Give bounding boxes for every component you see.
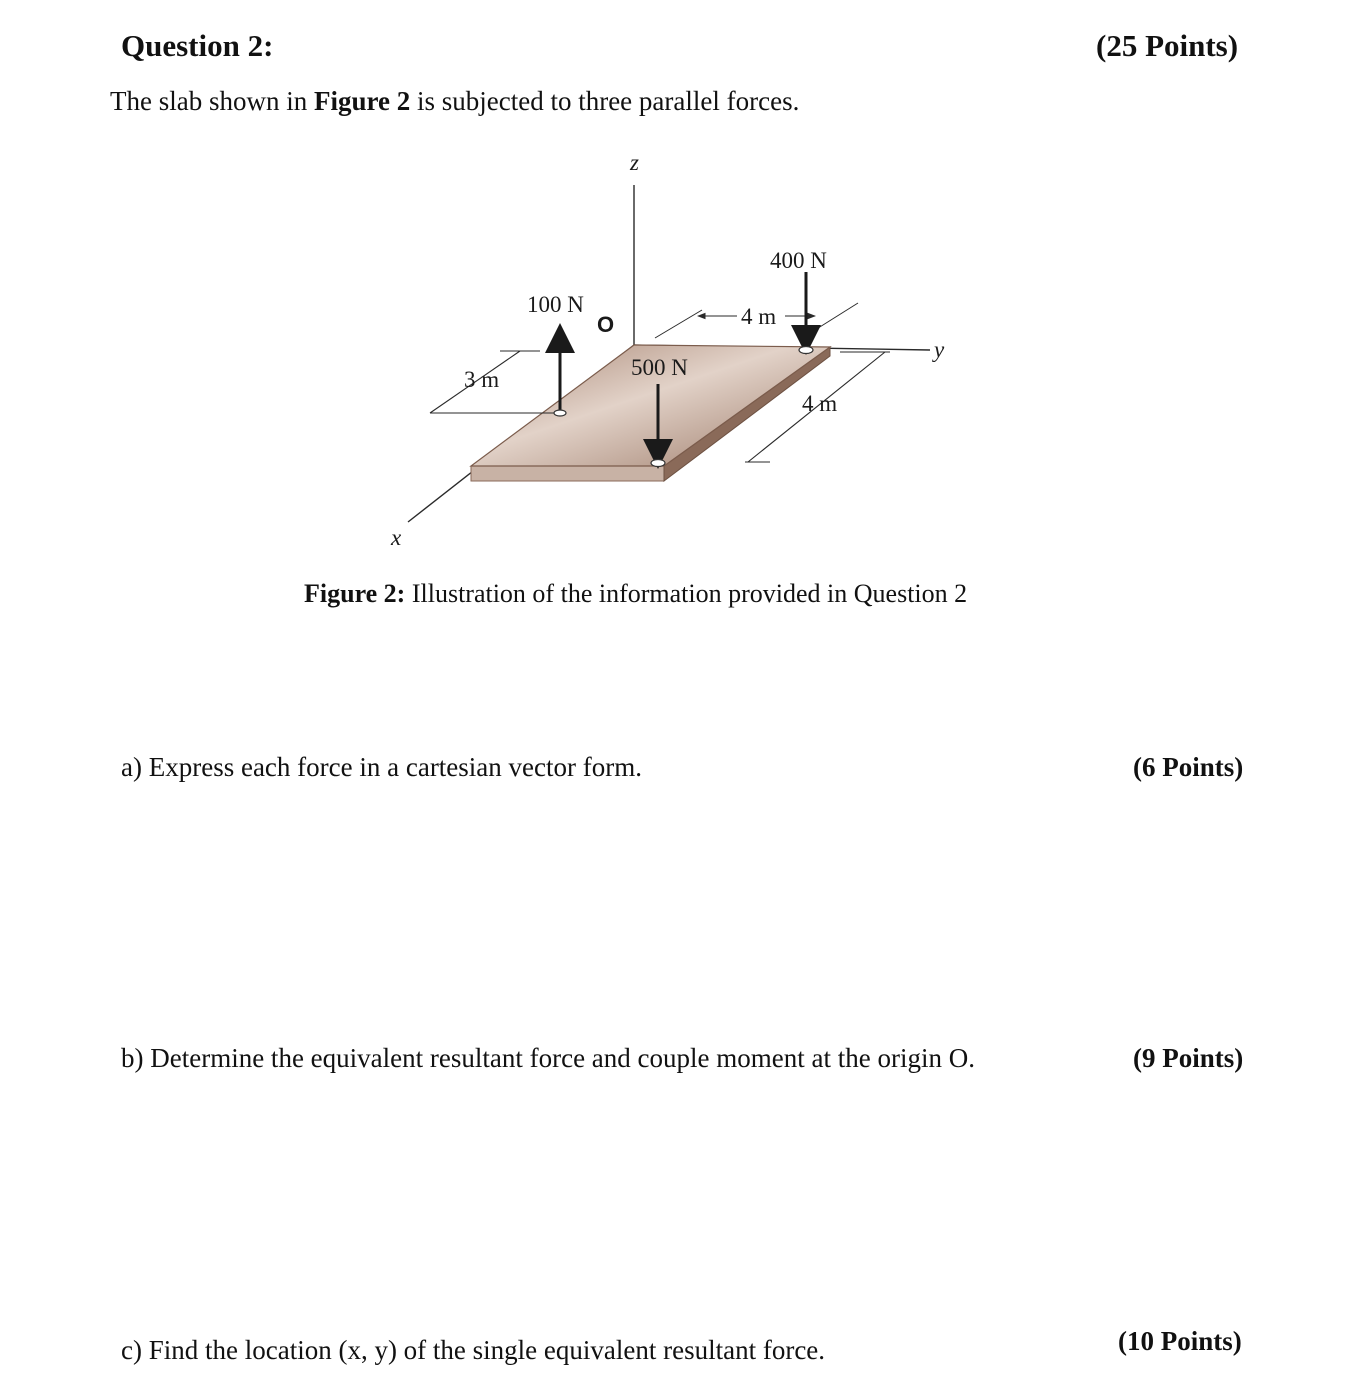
dim-4m-top-label: 4 m	[741, 304, 777, 329]
question-title: Question 2:	[121, 28, 274, 63]
part-c-points: (10 Points)	[1118, 1326, 1242, 1356]
question-intro	[110, 86, 799, 117]
slab-front-edge	[471, 466, 664, 481]
x-axis-label: x	[391, 525, 402, 550]
part-b-points: (9 Points)	[1133, 1043, 1244, 1073]
intro-after: is subjected to three parallel forces.	[410, 86, 800, 116]
question-total-points: (25 Points)	[1096, 28, 1239, 63]
force-100-point	[554, 410, 566, 416]
z-axis-label: z	[630, 150, 639, 175]
figure-caption	[304, 579, 967, 609]
force-500-label: 500 N	[631, 355, 688, 380]
force-500-point	[651, 460, 665, 467]
part-a-points: (6 Points)	[1133, 752, 1244, 782]
caption-label: Figure 2:	[304, 579, 406, 608]
force-100-label: 100 N	[527, 292, 584, 317]
part-b-text: b) Determine the equivalent resultant force and couple moment at the origin O.	[121, 1043, 975, 1073]
force-400-label: 400 N	[770, 248, 827, 273]
origin-label: O	[597, 312, 615, 337]
part-c-text: c) Find the location (x, y) of the single equivalent resultant force.	[121, 1335, 826, 1365]
dim-4m-top-left	[655, 310, 702, 338]
slab-figure	[380, 145, 980, 555]
intro-figure-ref: Figure 2	[313, 86, 411, 116]
dim-4m-side-label: 4 m	[802, 391, 838, 416]
caption-text: Illustration of the information provided in Question 2	[405, 579, 968, 608]
intro-before: The slab shown in	[110, 86, 314, 116]
dim-4m-top-right	[815, 303, 858, 330]
dim-3m-label: 3 m	[464, 367, 500, 392]
force-400-point	[799, 347, 813, 354]
y-axis-label: y	[934, 337, 945, 362]
part-a-text: a) Express each force in a cartesian vector form.	[121, 752, 642, 782]
